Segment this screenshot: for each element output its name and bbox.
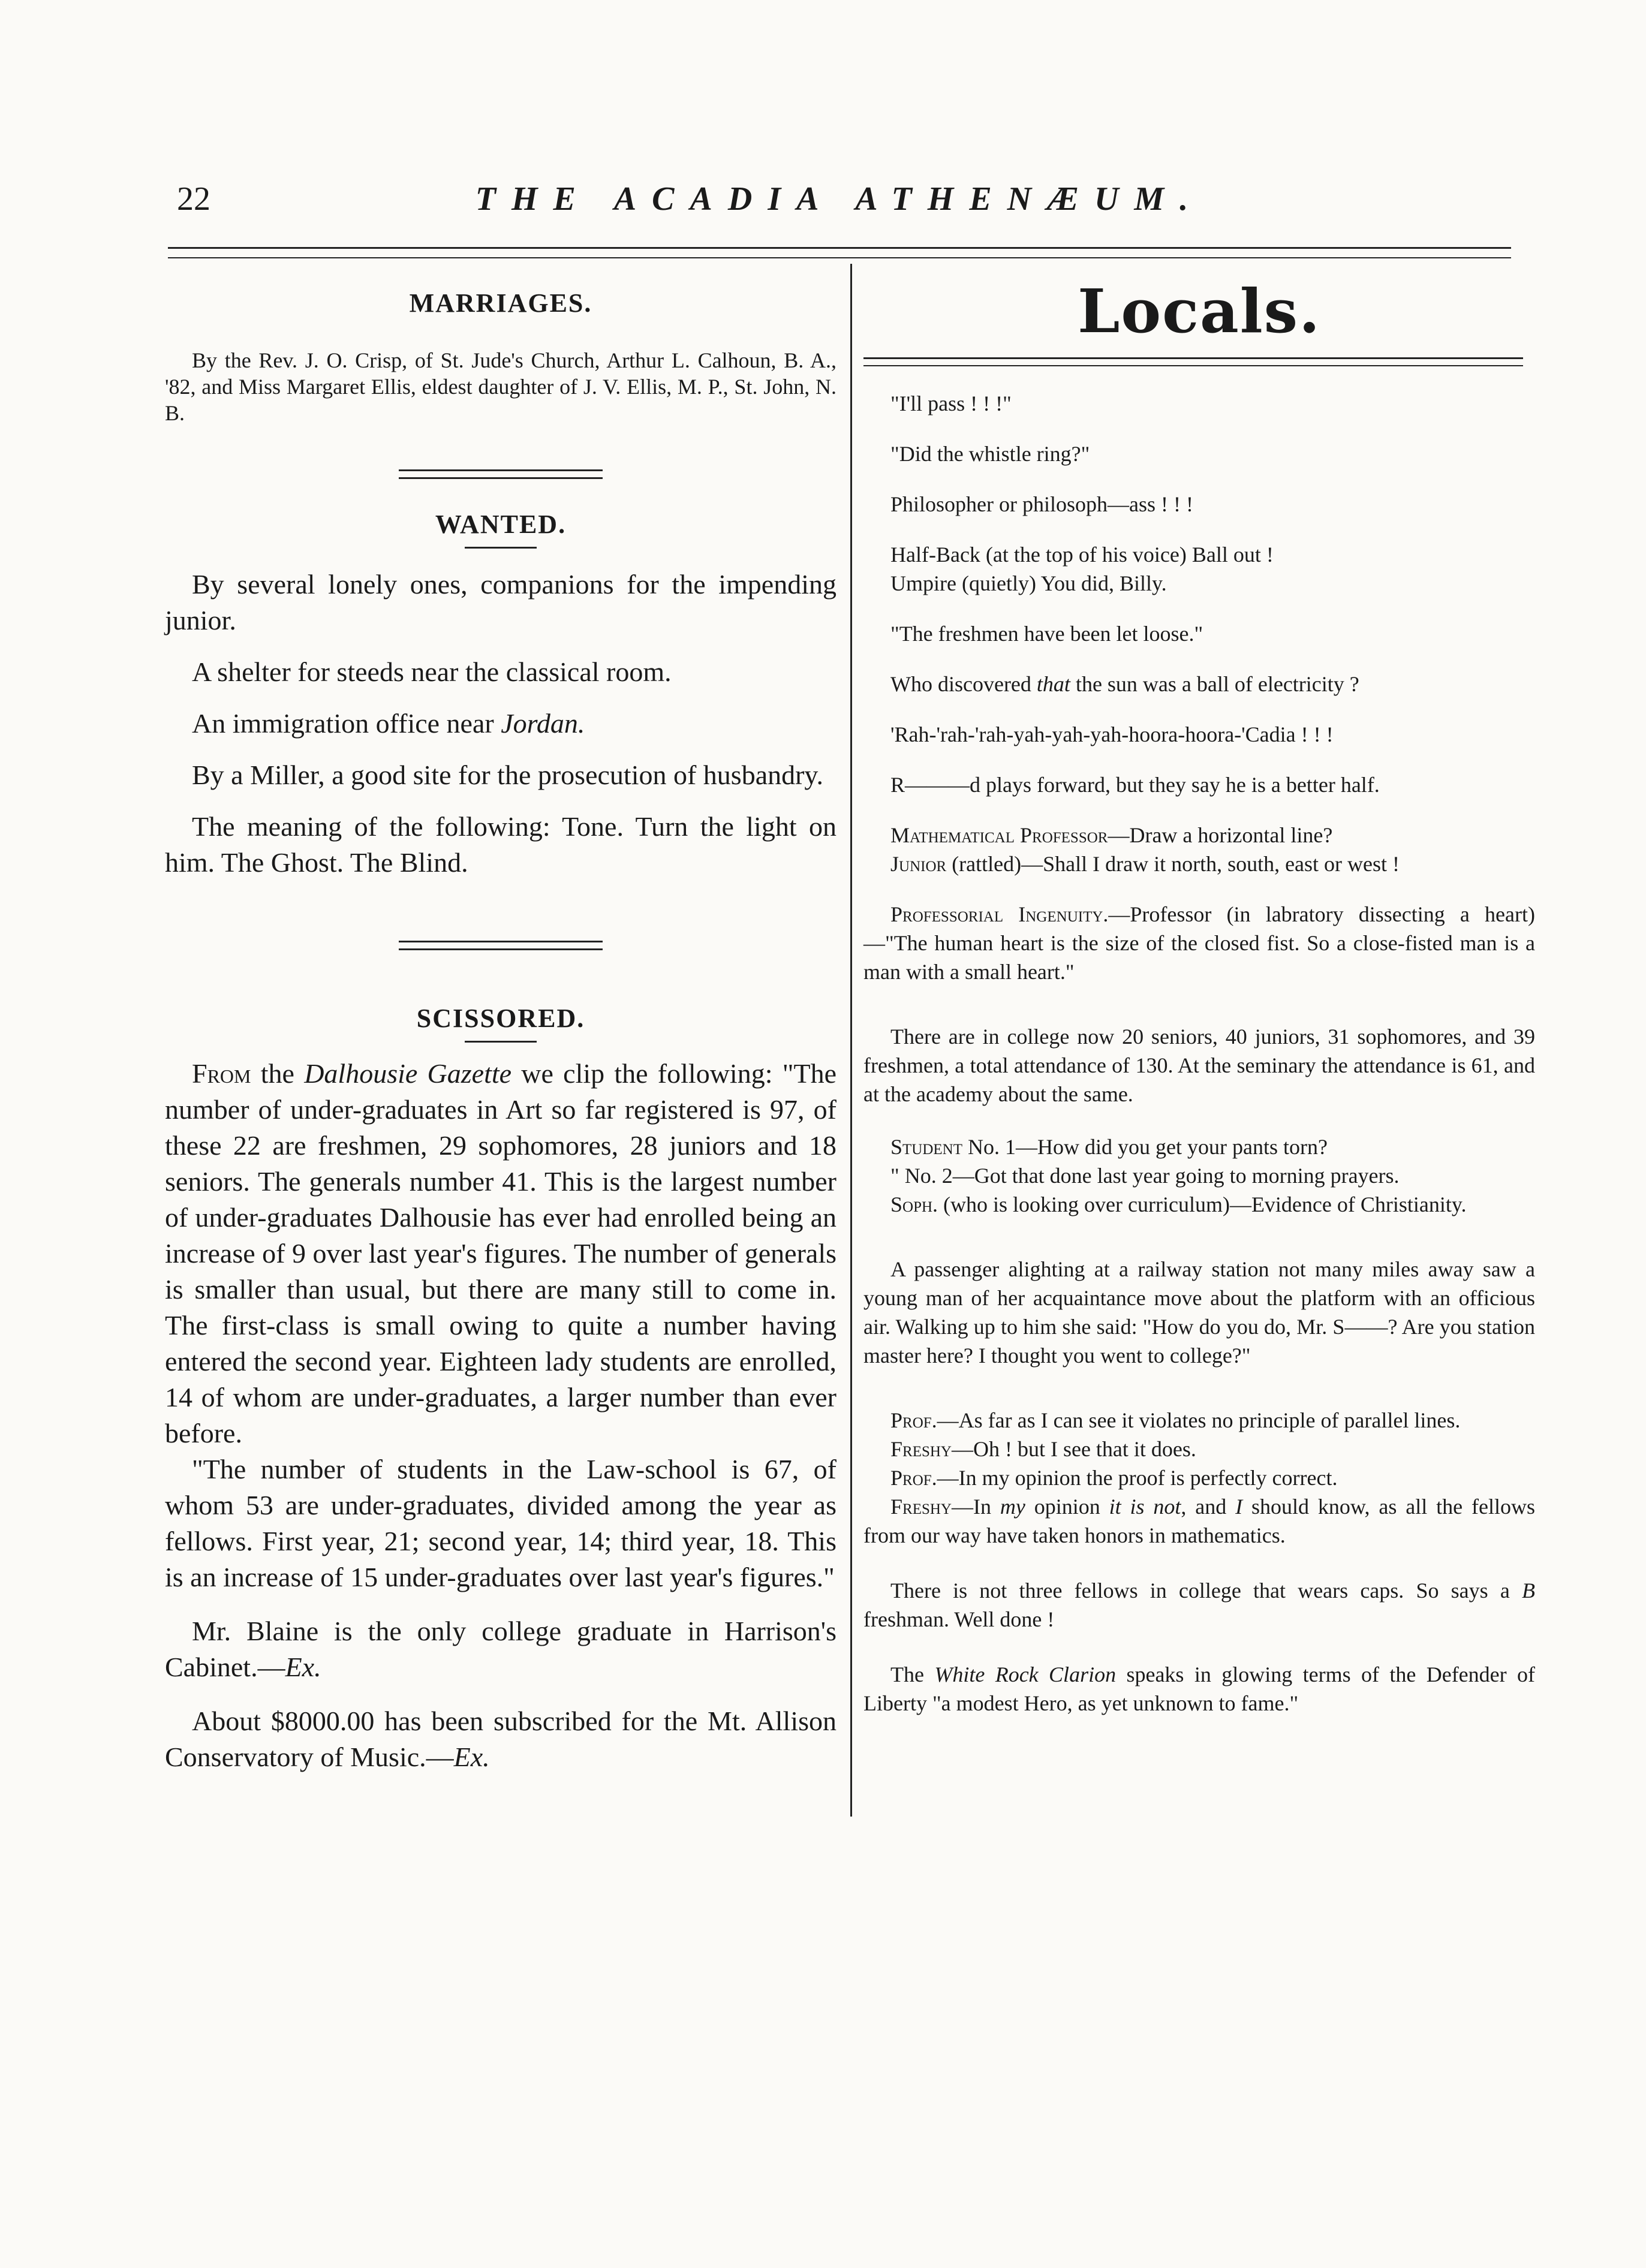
page-title: THE ACADIA ATHENÆUM. [475,180,1204,218]
local-item: Student No. 1—How did you get your pants torn? [890,1135,1328,1159]
local-item: "The freshmen have been let loose." [890,622,1203,646]
scissored-title: SCISSORED. [416,1004,585,1033]
wanted-paragraph: An immigration office near Jordan. [192,708,585,739]
local-item: Prof.—In my opinion the proof is perfectly correct. [890,1466,1338,1490]
column-divider [850,264,852,1817]
local-item: 'Rah-'rah-'rah-yah-yah-yah-hoora-hoora-'Cadia ! ! ! [890,722,1334,746]
scissored-paragraph: From the Dalhousie Gazette we clip the following: "The number of under-graduates in Art so far registered is 97, of these 22 are freshmen, 29 sophomores, 28 juniors and 18 seniors. The generals number 41. This is the largest number of under-graduates Dalhousie has ever had enrolled being an increase of 9 over last year's figures. The number of generals is smaller than usual, but there are many still to come in. The first-class is small owing to quite a number having entered the second year. Eighteen lady students are enrolled, 14 of whom are under-graduates, a larger number than ever before. [165,1058,837,1448]
local-item: R———d plays forward, but they say he is a better half. [890,773,1380,797]
local-item: Freshy—In my opinion it is not, and I should know, as all the fellows from our way have taken honors in mathematics. [863,1495,1535,1547]
wanted-title: WANTED. [435,510,567,539]
local-item: The White Rock Clarion speaks in glowing terms of the Defender of Liberty "a modest Hero, as yet unknown to fame." [863,1662,1535,1715]
wanted-paragraph: The meaning of the following: Tone. Turn the light on him. The Ghost. The Blind. [165,811,836,878]
scissored-paragraph: About $8000.00 has been subscribed for the Mt. Allison Conservatory of Music.—Ex. [165,1706,836,1772]
local-item: There are in college now 20 seniors, 40 juniors, 31 sophomores, and 39 freshmen, a total attendance of 130. At the seminary the attendance is 61, and at the academy about the same. [863,1025,1535,1106]
local-item: Mathematical Professor—Draw a horizontal line? [890,823,1333,847]
local-item: Who discovered that the sun was a ball of electricity ? [890,672,1359,696]
section-separator [399,941,603,950]
scissored-paragraph: Mr. Blaine is the only college graduate in Harrison's Cabinet.—Ex. [165,1616,836,1682]
page-number: 22 [177,180,210,218]
local-item: Philosopher or philosoph—ass ! ! ! [890,492,1193,516]
local-item: "I'll pass ! ! !" [890,391,1012,415]
scissored-paragraph: "The number of students in the Law-school is 67, of whom 53 are under-graduates, divided among the year as fellows. First year, 21; second year, 14; third year, 18. This is an increase of 15 under-graduates over last year's figures." [165,1454,836,1592]
page-header [168,180,1511,228]
local-item: Freshy—Oh ! but I see that it does. [890,1437,1196,1461]
title-rule [465,1041,537,1043]
local-item: Umpire (quietly) You did, Billy. [890,571,1167,595]
wanted-paragraph: A shelter for steeds near the classical room. [192,656,672,687]
left-column [165,276,836,1775]
locals-rule [863,357,1523,366]
local-item: " No. 2—Got that done last year going to morning prayers. [890,1164,1400,1188]
wanted-paragraph: By several lonely ones, companions for the impending junior. [165,569,836,635]
section-separator [399,469,603,479]
locals-title: Locals. [1078,276,1321,347]
local-item: Soph. (who is looking over curriculum)—Evidence of Christianity. [890,1192,1467,1216]
local-item: Professorial Ingenuity.—Professor (in labratory dissecting a heart)—"The human heart is the size of the closed fist. So a close-fisted man is a man with a small heart." [863,902,1535,984]
title-rule [465,547,537,549]
right-column [863,276,1535,1718]
local-item: Junior (rattled)—Shall I draw it north, south, east or west ! [890,852,1400,876]
marriages-title: MARRIAGES. [409,288,592,318]
local-item: "Did the whistle ring?" [890,442,1090,466]
header-rule [168,247,1511,258]
local-item: Prof.—As far as I can see it violates no principle of parallel lines. [890,1408,1461,1432]
local-item: Half-Back (at the top of his voice) Ball out ! [890,543,1274,567]
wanted-paragraph: By a Miller, a good site for the prosecution of husbandry. [192,760,823,790]
marriages-text: By the Rev. J. O. Crisp, of St. Jude's Church, Arthur L. Calhoun, B. A., '82, and Miss Margaret Ellis, eldest daughter of J. V. Ellis, M. P., St. John, N. B. [165,348,836,425]
local-item: A passenger alighting at a railway station not many miles away saw a young man of her acquaintance move about the platform with an officious air. Walking up to him she said: "How do you do, Mr. S——? Are you station master here? I thought you went to college?" [863,1257,1535,1368]
local-item: There is not three fellows in college that wears caps. So says a B freshman. Well done ! [863,1579,1535,1631]
